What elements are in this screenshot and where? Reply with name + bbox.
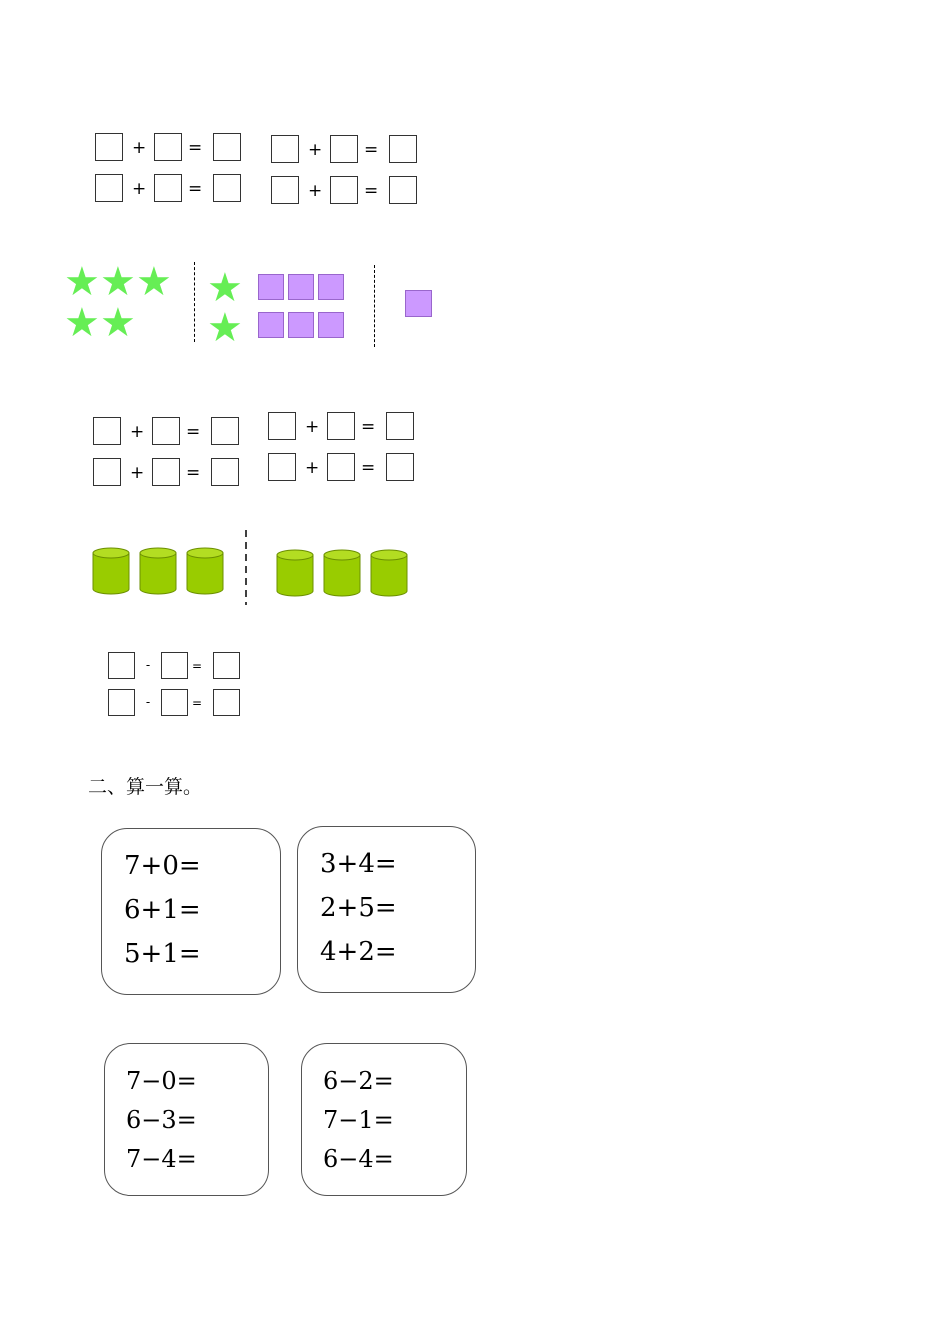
equals-sign: = [364,140,379,160]
answer-box[interactable] [268,412,296,440]
section-heading: 二、算一算。 [88,776,203,798]
star-icon: ★ [64,259,100,305]
equals-sign: = [361,417,376,437]
plus-sign: + [305,458,320,478]
answer-box[interactable] [389,176,417,204]
answer-box[interactable] [95,133,123,161]
star-icon: ★ [207,265,243,311]
calc-line: 7−0= [126,1067,197,1095]
answer-box[interactable] [152,417,180,445]
answer-box[interactable] [211,458,239,486]
answer-box[interactable] [271,176,299,204]
calc-line: 2+5= [320,893,397,923]
calc-line: 5+1= [124,939,201,969]
answer-box[interactable] [386,453,414,481]
minus-sign: - [145,658,151,672]
purple-square [258,312,284,338]
star-icon: ★ [64,300,100,346]
dashed-divider [374,265,375,347]
purple-square [318,312,344,338]
star-icon: ★ [100,259,136,305]
equals-sign: = [361,458,376,478]
cylinders-picture [0,520,450,610]
calc-line: 7+0= [124,851,201,881]
equals-sign: = [191,659,203,673]
answer-box[interactable] [327,453,355,481]
calc-line: 6−4= [323,1145,394,1173]
cylinder-icon [277,550,313,596]
plus-sign: + [308,140,323,160]
purple-square [318,274,344,300]
purple-square [258,274,284,300]
answer-box[interactable] [213,133,241,161]
plus-sign: + [132,179,147,199]
answer-box[interactable] [95,174,123,202]
answer-box[interactable] [330,135,358,163]
purple-square [288,312,314,338]
calc-line: 4+2= [320,937,397,967]
answer-box[interactable] [327,412,355,440]
plus-sign: + [308,181,323,201]
answer-box[interactable] [211,417,239,445]
answer-box[interactable] [213,689,240,716]
plus-sign: + [130,422,145,442]
star-icon: ★ [207,305,243,351]
calc-line: 6−3= [126,1106,197,1134]
purple-square [288,274,314,300]
calc-line: 7−1= [323,1106,394,1134]
calc-card [301,1043,467,1196]
equals-sign: = [186,463,201,483]
cylinder-icon [371,550,407,596]
answer-box[interactable] [330,176,358,204]
answer-box[interactable] [213,652,240,679]
dashed-divider [194,262,195,342]
plus-sign: + [132,138,147,158]
equals-sign: = [186,422,201,442]
equals-sign: = [188,179,203,199]
star-icon: ★ [100,300,136,346]
answer-box[interactable] [213,174,241,202]
cylinder-icon [93,548,129,594]
answer-box[interactable] [108,689,135,716]
minus-sign: - [145,695,151,709]
calc-line: 6−2= [323,1067,394,1095]
star-icon: ★ [136,259,172,305]
cylinder-icon [140,548,176,594]
answer-box[interactable] [152,458,180,486]
answer-box[interactable] [161,689,188,716]
answer-box[interactable] [161,652,188,679]
answer-box[interactable] [108,652,135,679]
calc-line: 6+1= [124,895,201,925]
cylinder-icon [187,548,223,594]
plus-sign: + [305,417,320,437]
calc-line: 7−4= [126,1145,197,1173]
answer-box[interactable] [389,135,417,163]
equals-sign: = [364,181,379,201]
answer-box[interactable] [93,458,121,486]
answer-box[interactable] [154,174,182,202]
plus-sign: + [130,463,145,483]
purple-square [405,290,432,317]
answer-box[interactable] [93,417,121,445]
answer-box[interactable] [154,133,182,161]
cylinder-icon [324,550,360,596]
answer-box[interactable] [268,453,296,481]
answer-box[interactable] [271,135,299,163]
answer-box[interactable] [386,412,414,440]
calc-card [101,828,281,995]
calc-line: 3+4= [320,849,397,879]
equals-sign: = [191,696,203,710]
equals-sign: = [188,138,203,158]
calc-card [297,826,476,993]
calc-card [104,1043,269,1196]
